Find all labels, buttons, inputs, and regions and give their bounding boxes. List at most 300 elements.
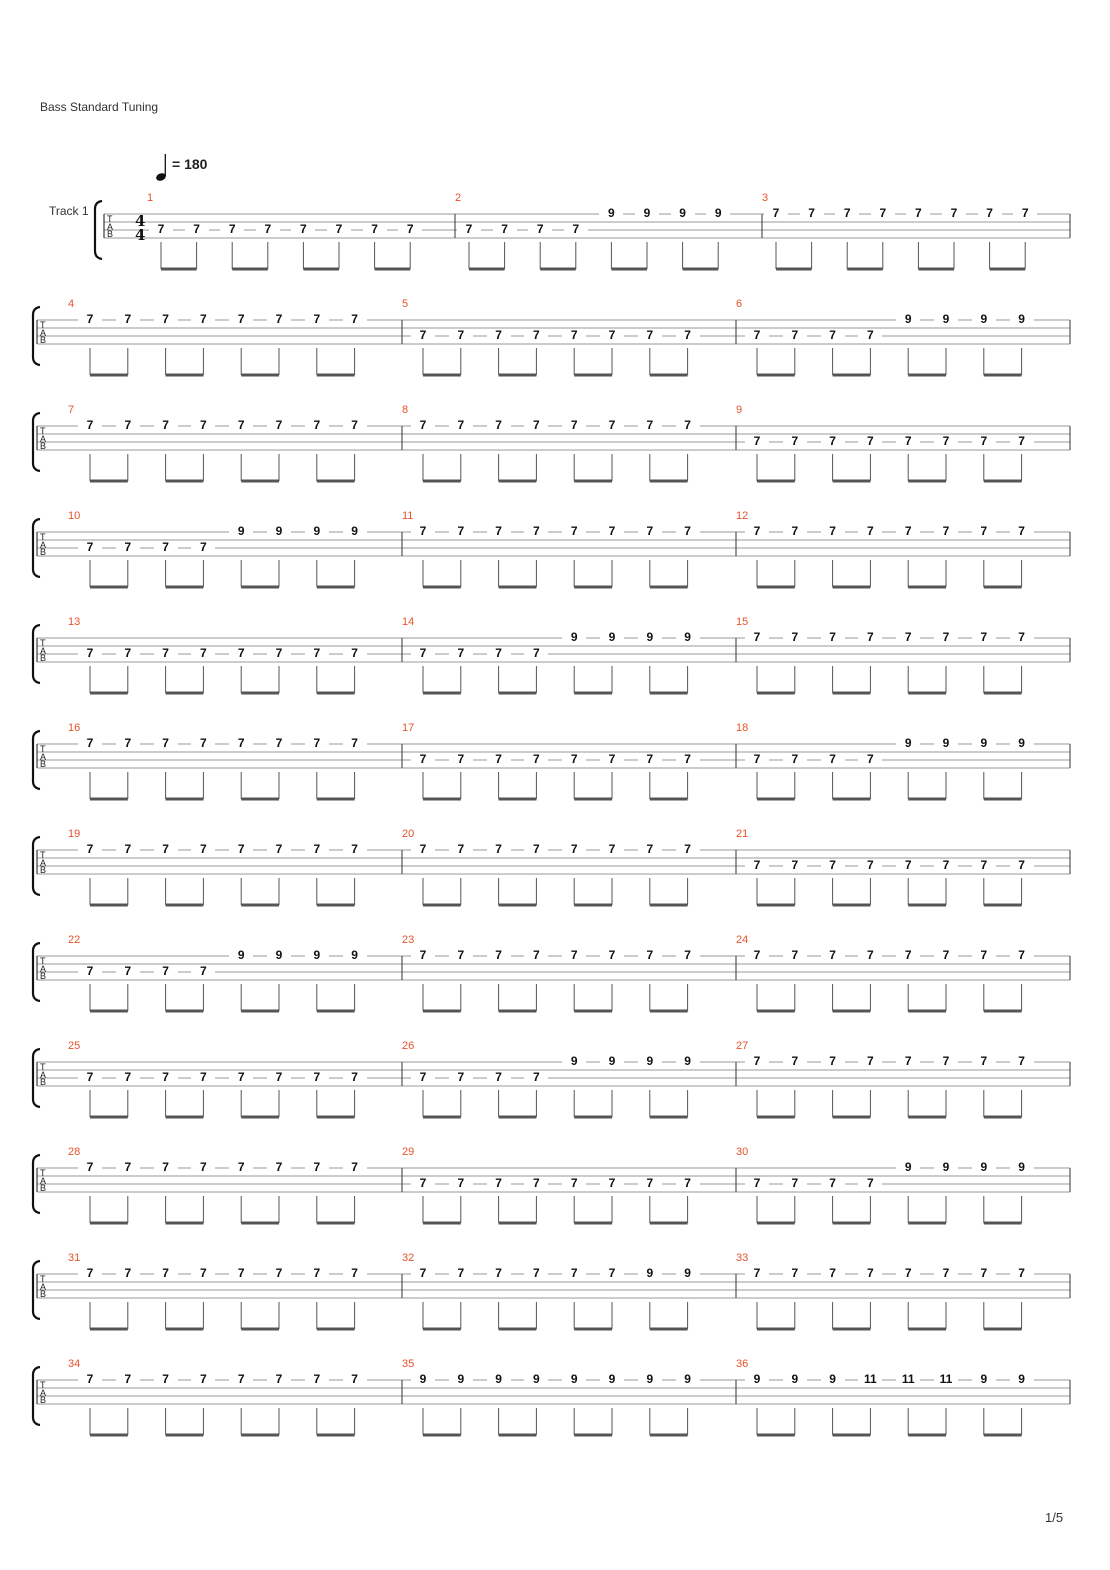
fret-number: 7 <box>524 949 548 962</box>
measure-number: 1 <box>147 192 154 204</box>
fret-number: 9 <box>972 313 996 326</box>
fret-number: 7 <box>116 541 140 554</box>
fret-number: 9 <box>638 1373 662 1386</box>
fret-number: 7 <box>343 737 367 750</box>
fret-number: 7 <box>487 843 511 856</box>
tab-clef-letter: A <box>40 433 47 444</box>
fret-number: 7 <box>398 223 422 236</box>
tab-clef-letter: B <box>40 547 47 557</box>
tab-clef-letter: B <box>40 865 47 875</box>
fret-number: 7 <box>449 647 473 660</box>
fret-number: 7 <box>191 541 215 554</box>
fret-number: 7 <box>305 313 329 326</box>
fret-number: 7 <box>600 1267 624 1280</box>
fret-number: 7 <box>821 753 845 766</box>
fret-number: 7 <box>858 859 882 872</box>
fret-number: 7 <box>229 737 253 750</box>
fret-number: 7 <box>191 1267 215 1280</box>
fret-number: 9 <box>305 949 329 962</box>
fret-number: 7 <box>783 435 807 448</box>
fret-number: 7 <box>600 1177 624 1190</box>
fret-number: 7 <box>1013 207 1037 220</box>
measure-number: 2 <box>455 192 462 204</box>
fret-number: 7 <box>1010 435 1034 448</box>
fret-number: 7 <box>896 435 920 448</box>
tab-clef-letter: B <box>40 1395 47 1405</box>
note-beam <box>423 1434 461 1437</box>
fret-number: 7 <box>1010 1055 1034 1068</box>
fret-number: 7 <box>78 313 102 326</box>
fret-number: 7 <box>821 1267 845 1280</box>
fret-number: 9 <box>745 1373 769 1386</box>
fret-number: 7 <box>305 419 329 432</box>
fret-number: 7 <box>942 207 966 220</box>
measure-number: 32 <box>402 1252 415 1264</box>
fret-number: 7 <box>411 647 435 660</box>
fret-number: 9 <box>934 1161 958 1174</box>
fret-number: 7 <box>487 1071 511 1084</box>
fret-number: 7 <box>858 435 882 448</box>
fret-number: 7 <box>745 631 769 644</box>
fret-number: 7 <box>291 223 315 236</box>
measure-number: 28 <box>68 1146 81 1158</box>
fret-number: 7 <box>154 1373 178 1386</box>
fret-number: 9 <box>411 1373 435 1386</box>
fret-number: 9 <box>671 207 695 220</box>
fret-number: 7 <box>229 313 253 326</box>
fret-number: 7 <box>1010 1267 1034 1280</box>
tab-clef-letter: B <box>40 1183 47 1193</box>
fret-number: 7 <box>745 859 769 872</box>
time-signature-top: 4 <box>135 212 146 230</box>
fret-number: 7 <box>821 1177 845 1190</box>
fret-number: 7 <box>154 419 178 432</box>
fret-number: 7 <box>745 949 769 962</box>
fret-number: 9 <box>783 1373 807 1386</box>
measure-number: 21 <box>736 828 749 840</box>
fret-number: 7 <box>972 859 996 872</box>
tab-clef-letter: B <box>40 1289 47 1299</box>
fret-number: 7 <box>745 1177 769 1190</box>
fret-number: 7 <box>154 965 178 978</box>
fret-number: 7 <box>487 419 511 432</box>
fret-number: 7 <box>638 753 662 766</box>
tab-clef-letter: A <box>40 751 47 762</box>
fret-number: 7 <box>821 859 845 872</box>
fret-number: 7 <box>562 843 586 856</box>
fret-number: 7 <box>229 1373 253 1386</box>
fret-number: 7 <box>821 631 845 644</box>
fret-number: 7 <box>191 419 215 432</box>
fret-number: 7 <box>267 737 291 750</box>
fret-number: 7 <box>220 223 244 236</box>
tab-clef-letter: B <box>40 1077 47 1087</box>
measure-number: 12 <box>736 510 749 522</box>
fret-number: 7 <box>267 1267 291 1280</box>
fret-number: 7 <box>154 737 178 750</box>
fret-number: 7 <box>745 753 769 766</box>
fret-number: 7 <box>896 859 920 872</box>
tab-clef-letter: A <box>40 1387 47 1398</box>
fret-number: 7 <box>524 647 548 660</box>
fret-number: 7 <box>638 525 662 538</box>
note-beam <box>650 1434 688 1437</box>
fret-number: 7 <box>343 313 367 326</box>
measure-number: 25 <box>68 1040 81 1052</box>
fret-number: 7 <box>411 753 435 766</box>
fret-number: 7 <box>524 843 548 856</box>
fret-number: 7 <box>600 949 624 962</box>
fret-number: 7 <box>638 1177 662 1190</box>
tab-clef-letter: T <box>40 532 46 542</box>
note-beam <box>757 1434 795 1437</box>
fret-number: 7 <box>858 525 882 538</box>
fret-number: 9 <box>676 1267 700 1280</box>
fret-number: 7 <box>78 965 102 978</box>
tab-clef-letter: T <box>40 1168 46 1178</box>
fret-number: 7 <box>745 525 769 538</box>
fret-number: 7 <box>457 223 481 236</box>
fret-number: 7 <box>972 1267 996 1280</box>
fret-number: 7 <box>116 419 140 432</box>
fret-number: 7 <box>764 207 788 220</box>
fret-number: 7 <box>858 329 882 342</box>
measure-number: 36 <box>736 1358 749 1370</box>
fret-number: 7 <box>858 949 882 962</box>
fret-number: 11 <box>858 1373 882 1386</box>
fret-number: 7 <box>267 843 291 856</box>
fret-number: 7 <box>896 949 920 962</box>
measure-number: 27 <box>736 1040 749 1052</box>
fret-number: 7 <box>562 419 586 432</box>
tab-clef-letter: B <box>40 653 47 663</box>
fret-number: 7 <box>229 1161 253 1174</box>
fret-number: 7 <box>78 843 102 856</box>
fret-number: 7 <box>896 631 920 644</box>
page-number: 1/5 <box>1045 1510 1064 1525</box>
fret-number: 7 <box>524 525 548 538</box>
fret-number: 9 <box>638 631 662 644</box>
fret-number: 9 <box>676 1055 700 1068</box>
fret-number: 9 <box>638 1055 662 1068</box>
tab-clef-letter: T <box>40 956 46 966</box>
fret-number: 7 <box>487 525 511 538</box>
fret-number: 9 <box>1010 737 1034 750</box>
fret-number: 7 <box>154 647 178 660</box>
fret-number: 9 <box>343 525 367 538</box>
measure-number: 18 <box>736 722 749 734</box>
fret-number: 7 <box>676 753 700 766</box>
tab-clef-letter: A <box>40 1281 47 1292</box>
fret-number: 7 <box>858 1177 882 1190</box>
tab-clef-letter: A <box>40 963 47 974</box>
measure-number: 34 <box>68 1358 81 1370</box>
measure-number: 30 <box>736 1146 749 1158</box>
fret-number: 7 <box>154 1161 178 1174</box>
tab-clef-letter: B <box>40 759 47 769</box>
fret-number: 7 <box>562 753 586 766</box>
measure-number: 7 <box>68 404 75 416</box>
note-beam <box>317 1434 355 1437</box>
tab-clef-letter: T <box>40 320 46 330</box>
fret-number: 7 <box>783 1055 807 1068</box>
fret-number: 7 <box>449 525 473 538</box>
measure-number: 3 <box>762 192 769 204</box>
fret-number: 7 <box>934 949 958 962</box>
fret-number: 7 <box>524 1177 548 1190</box>
fret-number: 7 <box>487 329 511 342</box>
fret-number: 7 <box>256 223 280 236</box>
fret-number: 7 <box>800 207 824 220</box>
fret-number: 7 <box>896 1267 920 1280</box>
fret-number: 7 <box>821 525 845 538</box>
fret-number: 7 <box>638 329 662 342</box>
tab-clef-letter: B <box>40 441 47 451</box>
tab-clef-letter: A <box>40 857 47 868</box>
fret-number: 7 <box>745 1055 769 1068</box>
fret-number: 7 <box>343 1071 367 1084</box>
fret-number: 7 <box>564 223 588 236</box>
fret-number: 7 <box>524 753 548 766</box>
fret-number: 7 <box>229 647 253 660</box>
tab-clef-letter: A <box>107 221 114 232</box>
fret-number: 7 <box>78 1071 102 1084</box>
fret-number: 7 <box>78 1161 102 1174</box>
fret-number: 7 <box>821 949 845 962</box>
tab-clef-letter: T <box>40 638 46 648</box>
fret-number: 7 <box>562 525 586 538</box>
fret-number: 7 <box>154 313 178 326</box>
fret-number: 7 <box>600 329 624 342</box>
tab-clef-letter: T <box>107 214 113 224</box>
measure-number: 29 <box>402 1146 415 1158</box>
note-beam <box>833 1434 871 1437</box>
fret-number: 7 <box>524 1267 548 1280</box>
fret-number: 7 <box>343 419 367 432</box>
fret-number: 7 <box>1010 631 1034 644</box>
fret-number: 7 <box>343 1267 367 1280</box>
fret-number: 7 <box>191 965 215 978</box>
fret-number: 9 <box>896 1161 920 1174</box>
fret-number: 7 <box>524 1071 548 1084</box>
fret-number: 7 <box>305 737 329 750</box>
measure-number: 31 <box>68 1252 81 1264</box>
note-beam <box>90 1434 128 1437</box>
fret-number: 9 <box>934 313 958 326</box>
tab-clef-letter: T <box>40 1380 46 1390</box>
fret-number: 7 <box>676 1177 700 1190</box>
fret-number: 7 <box>305 843 329 856</box>
fret-number: 7 <box>449 753 473 766</box>
fret-number: 9 <box>562 1055 586 1068</box>
fret-number: 9 <box>267 525 291 538</box>
fret-number: 9 <box>1010 313 1034 326</box>
fret-number: 7 <box>676 843 700 856</box>
fret-number: 7 <box>972 631 996 644</box>
fret-number: 7 <box>411 843 435 856</box>
note-beam <box>499 1434 537 1437</box>
fret-number: 9 <box>676 631 700 644</box>
fret-number: 7 <box>934 859 958 872</box>
fret-number: 7 <box>154 1071 178 1084</box>
fret-number: 7 <box>783 753 807 766</box>
fret-number: 7 <box>191 1161 215 1174</box>
fret-number: 7 <box>449 1267 473 1280</box>
tuning-label: Bass Standard Tuning <box>40 100 159 114</box>
fret-number: 7 <box>934 435 958 448</box>
fret-number: 9 <box>934 737 958 750</box>
fret-number: 7 <box>449 329 473 342</box>
fret-number: 9 <box>972 1373 996 1386</box>
fret-number: 7 <box>745 435 769 448</box>
fret-number: 7 <box>562 949 586 962</box>
fret-number: 7 <box>305 1161 329 1174</box>
fret-number: 9 <box>599 207 623 220</box>
measure-number: 23 <box>402 934 415 946</box>
fret-number: 7 <box>411 329 435 342</box>
fret-number: 7 <box>676 419 700 432</box>
fret-number: 7 <box>191 1373 215 1386</box>
fret-number: 7 <box>116 965 140 978</box>
measure-number: 9 <box>736 404 743 416</box>
fret-number: 7 <box>896 525 920 538</box>
fret-number: 7 <box>1010 949 1034 962</box>
fret-number: 7 <box>154 1267 178 1280</box>
fret-number: 7 <box>638 419 662 432</box>
measure-number: 8 <box>402 404 409 416</box>
fret-number: 7 <box>343 1161 367 1174</box>
tab-clef-letter: T <box>40 426 46 436</box>
fret-number: 7 <box>562 329 586 342</box>
fret-number: 7 <box>493 223 517 236</box>
tab-clef-letter: T <box>40 850 46 860</box>
fret-number: 9 <box>821 1373 845 1386</box>
fret-number: 9 <box>1010 1161 1034 1174</box>
fret-number: 7 <box>600 753 624 766</box>
fret-number: 7 <box>327 223 351 236</box>
fret-number: 7 <box>528 223 552 236</box>
measure-number: 33 <box>736 1252 749 1264</box>
fret-number: 7 <box>638 949 662 962</box>
fret-number: 7 <box>783 525 807 538</box>
fret-number: 7 <box>783 1267 807 1280</box>
fret-number: 7 <box>858 1267 882 1280</box>
fret-number: 7 <box>676 525 700 538</box>
fret-number: 7 <box>267 419 291 432</box>
fret-number: 7 <box>934 1267 958 1280</box>
fret-number: 7 <box>906 207 930 220</box>
measure-number: 26 <box>402 1040 415 1052</box>
note-beam <box>241 1434 279 1437</box>
fret-number: 7 <box>783 949 807 962</box>
fret-number: 7 <box>267 647 291 660</box>
tab-clef-letter: B <box>107 229 114 239</box>
measure-number: 24 <box>736 934 749 946</box>
fret-number: 7 <box>229 1071 253 1084</box>
fret-number: 7 <box>449 1071 473 1084</box>
fret-number: 7 <box>449 949 473 962</box>
fret-number: 9 <box>635 207 659 220</box>
fret-number: 7 <box>972 1055 996 1068</box>
fret-number: 7 <box>449 419 473 432</box>
fret-number: 9 <box>562 631 586 644</box>
note-beam <box>574 1434 612 1437</box>
fret-number: 7 <box>267 1373 291 1386</box>
fret-number: 7 <box>305 647 329 660</box>
fret-number: 7 <box>116 647 140 660</box>
fret-number: 7 <box>978 207 1002 220</box>
fret-number: 7 <box>934 1055 958 1068</box>
fret-number: 7 <box>487 1267 511 1280</box>
fret-number: 7 <box>411 1071 435 1084</box>
fret-number: 7 <box>871 207 895 220</box>
fret-number: 9 <box>229 949 253 962</box>
fret-number: 7 <box>191 1071 215 1084</box>
fret-number: 7 <box>411 419 435 432</box>
tab-clef-letter: A <box>40 1175 47 1186</box>
fret-number: 7 <box>821 1055 845 1068</box>
fret-number: 7 <box>676 949 700 962</box>
fret-number: 7 <box>267 1161 291 1174</box>
fret-number: 9 <box>600 631 624 644</box>
fret-number: 7 <box>343 647 367 660</box>
fret-number: 7 <box>78 541 102 554</box>
track-name: Track 1 <box>49 204 89 218</box>
fret-number: 7 <box>858 1055 882 1068</box>
fret-number: 7 <box>78 647 102 660</box>
measure-number: 6 <box>736 298 743 310</box>
fret-number: 9 <box>972 1161 996 1174</box>
measure-number: 15 <box>736 616 749 628</box>
fret-number: 9 <box>267 949 291 962</box>
fret-number: 9 <box>972 737 996 750</box>
fret-number: 7 <box>449 1177 473 1190</box>
fret-number: 9 <box>229 525 253 538</box>
fret-number: 7 <box>116 1161 140 1174</box>
fret-number: 7 <box>116 1071 140 1084</box>
measure-number: 16 <box>68 722 81 734</box>
fret-number: 9 <box>896 737 920 750</box>
measure-number: 10 <box>68 510 81 522</box>
note-beam <box>984 1434 1022 1437</box>
fret-number: 7 <box>343 843 367 856</box>
fret-number: 9 <box>600 1055 624 1068</box>
fret-number: 7 <box>78 737 102 750</box>
fret-number: 7 <box>411 525 435 538</box>
fret-number: 7 <box>934 631 958 644</box>
fret-number: 9 <box>562 1373 586 1386</box>
measure-number: 35 <box>402 1358 415 1370</box>
fret-number: 7 <box>78 1373 102 1386</box>
measure-number: 5 <box>402 298 409 310</box>
measure-number: 13 <box>68 616 81 628</box>
fret-number: 7 <box>858 631 882 644</box>
tab-clef-letter: A <box>40 539 47 550</box>
fret-number: 9 <box>1010 1373 1034 1386</box>
fret-number: 7 <box>745 1267 769 1280</box>
fret-number: 7 <box>821 329 845 342</box>
tab-clef-letter: A <box>40 1069 47 1080</box>
fret-number: 7 <box>305 1373 329 1386</box>
fret-number: 7 <box>149 223 173 236</box>
fret-number: 7 <box>363 223 387 236</box>
fret-number: 9 <box>487 1373 511 1386</box>
tab-clef-letter: B <box>40 971 47 981</box>
fret-number: 7 <box>1010 859 1034 872</box>
fret-number: 7 <box>116 313 140 326</box>
fret-number: 7 <box>783 329 807 342</box>
fret-number: 7 <box>78 419 102 432</box>
